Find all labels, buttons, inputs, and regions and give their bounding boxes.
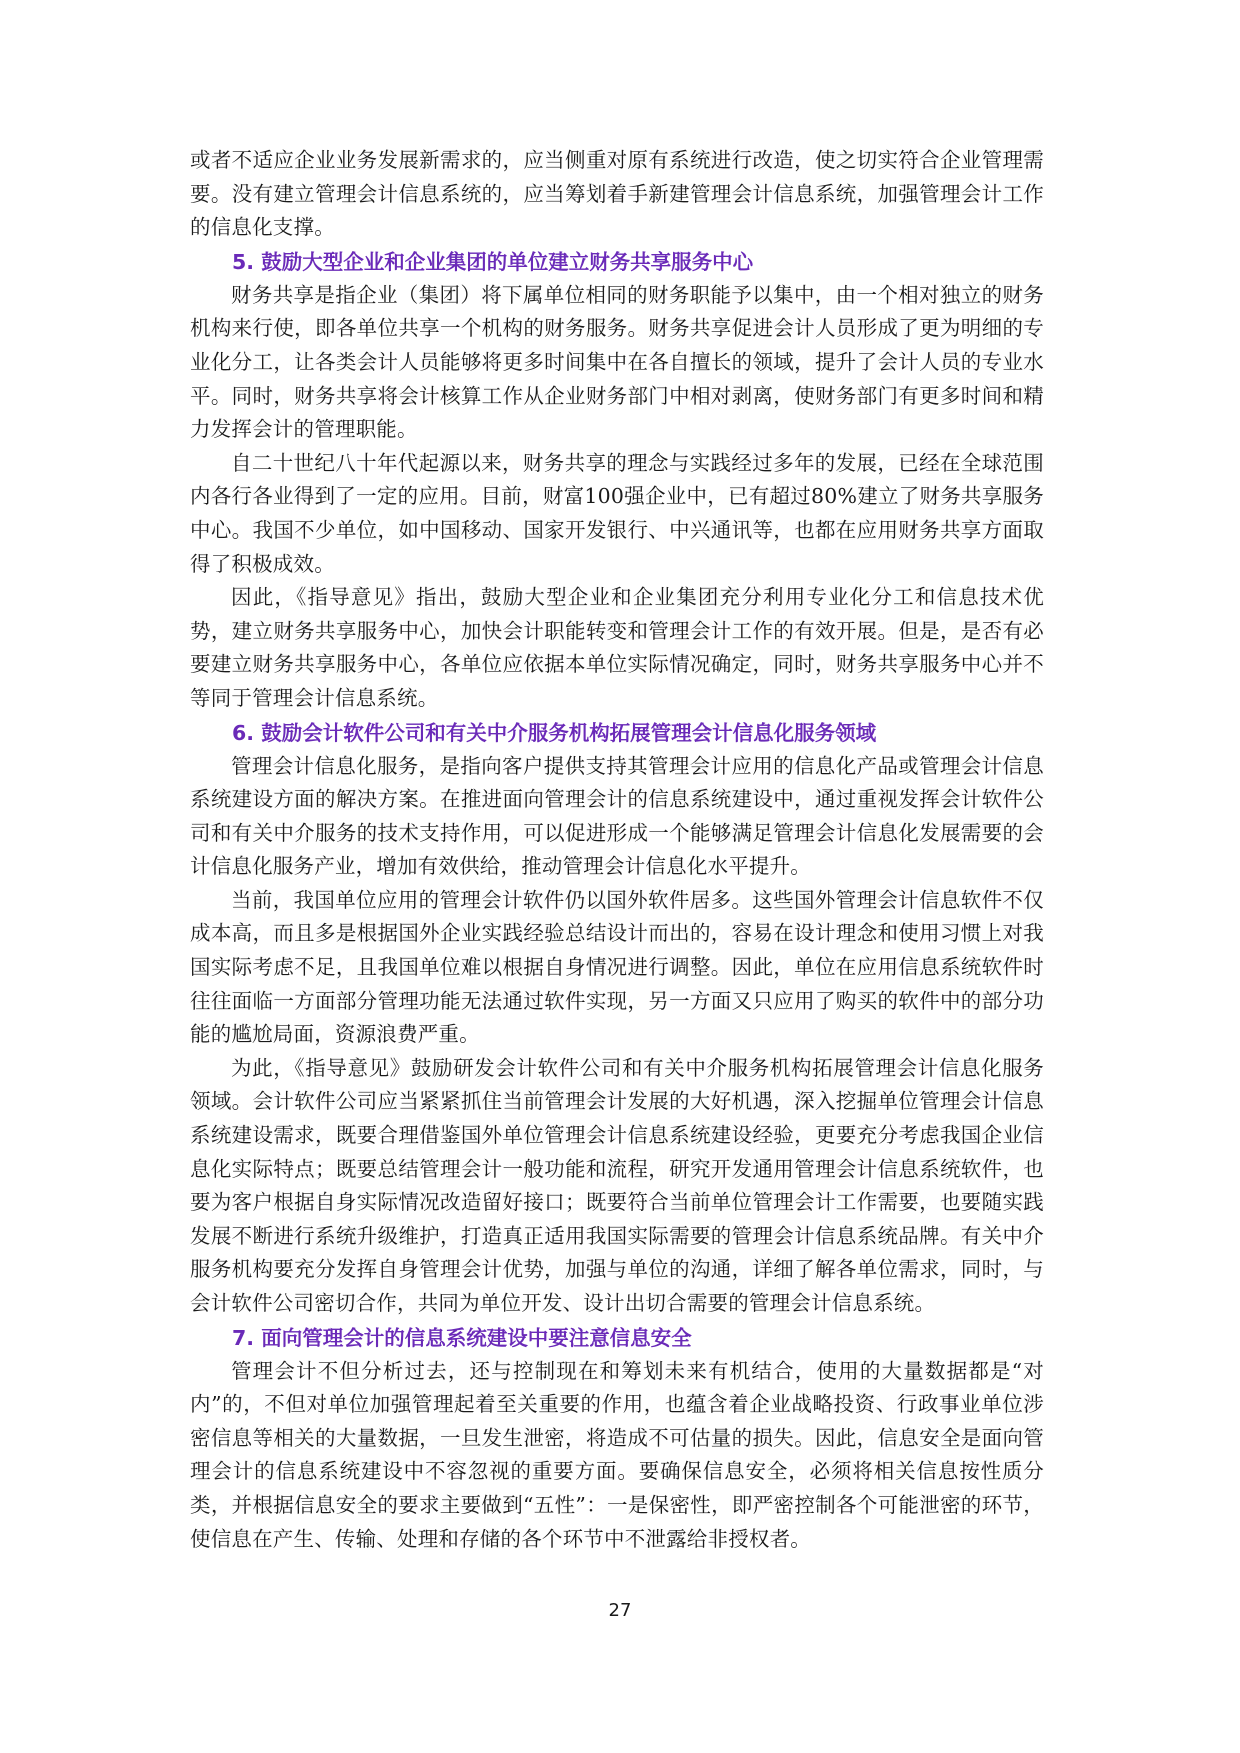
page-body: [190, 144, 1044, 1556]
section-5-heading: 5. 鼓励大型企业和企业集团的单位建立财务共享服务中心: [232, 249, 754, 274]
section-7-paragraph-1: 管理会计不但分析过去，还与控制现在和筹划未来有机结合，使用的大量数据都是“对内”的，不但对单位加强管理起着至关重要的作用，也蕴含着企业战略投资、行政事业单位涉密信息等相关的大量数据，一旦发生泄密，将造成不可估量的损失。因此，信息安全是面向管理会计的信息系统建设中不容忽视的重要方面。要确保信息安全，必须将相关信息按性质分类，并根据信息安全的要求主要做到“五性”：一是保密性，即严密控制各个可能泄密的环节，使信息在产生、传输、处理和存储的各个环节中不泄露给非授权者。: [190, 1358, 1044, 1551]
section-7-heading: 7. 面向管理会计的信息系统建设中要注意信息安全: [232, 1325, 692, 1350]
page-number: 27: [608, 1600, 632, 1621]
section-6-paragraph-3: 为此，《指导意见》鼓励研发会计软件公司和有关中介服务机构拓展管理会计信息化服务领域。会计软件公司应当紧紧抓住当前管理会计发展的大好机遇，深入挖掘单位管理会计信息系统建设需求，既要合理借鉴国外单位管理会计信息系统建设经验，更要充分考虑我国企业信息化实际特点；既要总结管理会计一般功能和流程，研究开发通用管理会计信息系统软件，也要为客户根据自身实际情况改造留好接口；既要符合当前单位管理会计工作需要，也要随实践发展不断进行系统升级维护，打造真正适用我国实际需要的管理会计信息系统品牌。有关中介服务机构要充分发挥自身管理会计优势，加强与单位的沟通，详细了解各单位需求，同时，与会计软件公司密切合作，共同为单位开发、设计出切合需要的管理会计信息系统。: [190, 1055, 1044, 1315]
section-6-heading: 6. 鼓励会计软件公司和有关中介服务机构拓展管理会计信息化服务领域: [232, 720, 877, 745]
section-5-paragraph-1: 财务共享是指企业（集团）将下属单位相同的财务职能予以集中，由一个相对独立的财务机构来行使，即各单位共享一个机构的财务服务。财务共享促进会计人员形成了更为明细的专业化分工，让各类会计人员能够将更多时间集中在各自擅长的领域，提升了会计人员的专业水平。同时，财务共享将会计核算工作从企业财务部门中相对剥离，使财务部门有更多时间和精力发挥会计的管理职能。: [190, 282, 1044, 442]
opening-paragraph: 或者不适应企业业务发展新需求的，应当侧重对原有系统进行改造，使之切实符合企业管理需要。没有建立管理会计信息系统的，应当筹划着手新建管理会计信息系统，加强管理会计工作的信息化支撑。: [190, 148, 1044, 240]
section-6-paragraph-2: 当前，我国单位应用的管理会计软件仍以国外软件居多。这些国外管理会计信息软件不仅成本高，而且多是根据国外企业实践经验总结设计而出的，容易在设计理念和使用习惯上对我国实际考虑不足，且我国单位难以根据自身情况进行调整。因此，单位在应用信息系统软件时往往面临一方面部分管理功能无法通过软件实现，另一方面又只应用了购买的软件中的部分功能的尴尬局面，资源浪费严重。: [190, 887, 1044, 1047]
section-5-paragraph-2: 自二十世纪八十年代起源以来，财务共享的理念与实践经过多年的发展，已经在全球范围内各行各业得到了一定的应用。目前，财富100强企业中，已有超过80%建立了财务共享服务中心。我国不少单位，如中国移动、国家开发银行、中兴通讯等，也都在应用财务共享方面取得了积极成效。: [190, 450, 1044, 576]
section-5-paragraph-3: 因此，《指导意见》指出，鼓励大型企业和企业集团充分利用专业化分工和信息技术优势，建立财务共享服务中心，加快会计职能转变和管理会计工作的有效开展。但是，是否有必要建立财务共享服务中心，各单位应依据本单位实际情况确定，同时，财务共享服务中心并不等同于管理会计信息系统。: [190, 585, 1044, 710]
section-6-paragraph-1: 管理会计信息化服务，是指向客户提供支持其管理会计应用的信息化产品或管理会计信息系统建设方面的解决方案。在推进面向管理会计的信息系统建设中，通过重视发挥会计软件公司和有关中介服务的技术支持作用，可以促进形成一个能够满足管理会计信息化发展需要的会计信息化服务产业，增加有效供给，推动管理会计信息化水平提升。: [190, 753, 1044, 879]
